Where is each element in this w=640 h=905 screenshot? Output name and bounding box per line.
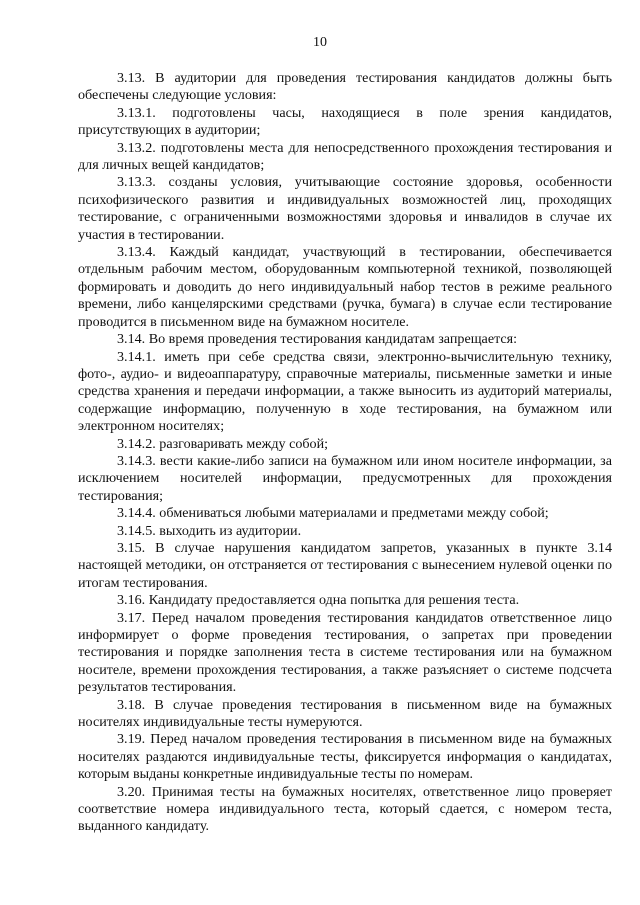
paragraph-3-15: 3.15. В случае нарушения кандидатом запретов, указанных в пункте 3.14 настоящей методики, он отстраняется от тестирования с вынесением нулевой оценки по итогам тестирования. xyxy=(78,539,612,591)
paragraph-3-14-2: 3.14.2. разговаривать между собой; xyxy=(117,435,329,452)
paragraph-3-14-5: 3.14.5. выходить из аудитории. xyxy=(117,522,302,539)
paragraph-3-14-3: 3.14.3. вести какие-либо записи на бумажном или ином носителе информации, за исключением носителей информации, предусмотренных для прохождения тестирования; xyxy=(78,452,612,504)
paragraph-3-13-1: 3.13.1. подготовлены часы, находящиеся в поле зрения кандидатов, присутствующих в аудитории; xyxy=(78,104,612,139)
paragraph-3-13-2: 3.13.2. подготовлены места для непосредственного прохождения тестирования и для личных вещей кандидатов; xyxy=(78,139,612,174)
paragraph-3-18: 3.18. В случае проведения тестирования в письменном виде на бумажных носителях индивидуальные тесты нумеруются. xyxy=(78,696,612,731)
paragraph-3-19: 3.19. Перед началом проведения тестирования в письменном виде на бумажных носителях раздаются индивидуальные тесты, фиксируется информация о кандидатах, которым выданы конкретные индивидуальные тесты по номерам. xyxy=(78,731,612,783)
paragraph-3-14-4: 3.14.4. обмениваться любыми материалами и предметами между собой; xyxy=(117,505,549,522)
paragraph-3-16: 3.16. Кандидату предоставляется одна попытка для решения теста. xyxy=(117,592,520,609)
paragraph-3-20: 3.20. Принимая тесты на бумажных носителях, ответственное лицо проверяет соответствие номера индивидуального теста, который сдается, с номером теста, выданного кандидату. xyxy=(78,783,612,835)
paragraph-3-13-4: 3.13.4. Каждый кандидат, участвующий в тестировании, обеспечивается отдельным рабочим местом, оборудованным компьютерной техникой, позволяющей формировать и доводить до него индивидуальный набор тестов в режиме реального времени, либо канцелярскими средствами (ручка, бумага) в случае если тестирование проводится в письменном виде на бумажном носителе. xyxy=(78,244,612,330)
paragraph-3-14-1: 3.14.1. иметь при себе средства связи, электронно-вычислительную технику, фото-, аудио- и видеоаппаратуру, справочные материалы, письменные заметки и иные средства хранения и передачи информации, а также выносить из аудиторий материалы, содержащие информацию, полученную в ходе тестирования, на бумажном или электронном носителях; xyxy=(78,348,612,435)
page-number: 10 xyxy=(313,35,327,50)
paragraph-3-13-3: 3.13.3. созданы условия, учитывающие состояние здоровья, особенности психофизического развития и индивидуальных возможностей лиц, проходящих тестирование, с ограниченными возможностями здоровья и инвалидов в случае их участия в тестировании. xyxy=(78,174,612,243)
paragraph-3-14: 3.14. Во время проведения тестирования кандидатам запрещается: xyxy=(117,331,518,348)
paragraph-3-13: 3.13. В аудитории для проведения тестирования кандидатов должны быть обеспечены следующие условия: xyxy=(78,70,612,104)
document-body xyxy=(78,70,612,836)
paragraph-3-17: 3.17. Перед началом проведения тестирования кандидатов ответственное лицо информирует о форме проведения тестирования, о запретах при проведении тестирования и порядке заполнения теста в системе тестирования или на бумажном носителе, времени прохождения тестирования, а также разъясняет о системе подсчета результатов тестирования. xyxy=(78,609,612,696)
